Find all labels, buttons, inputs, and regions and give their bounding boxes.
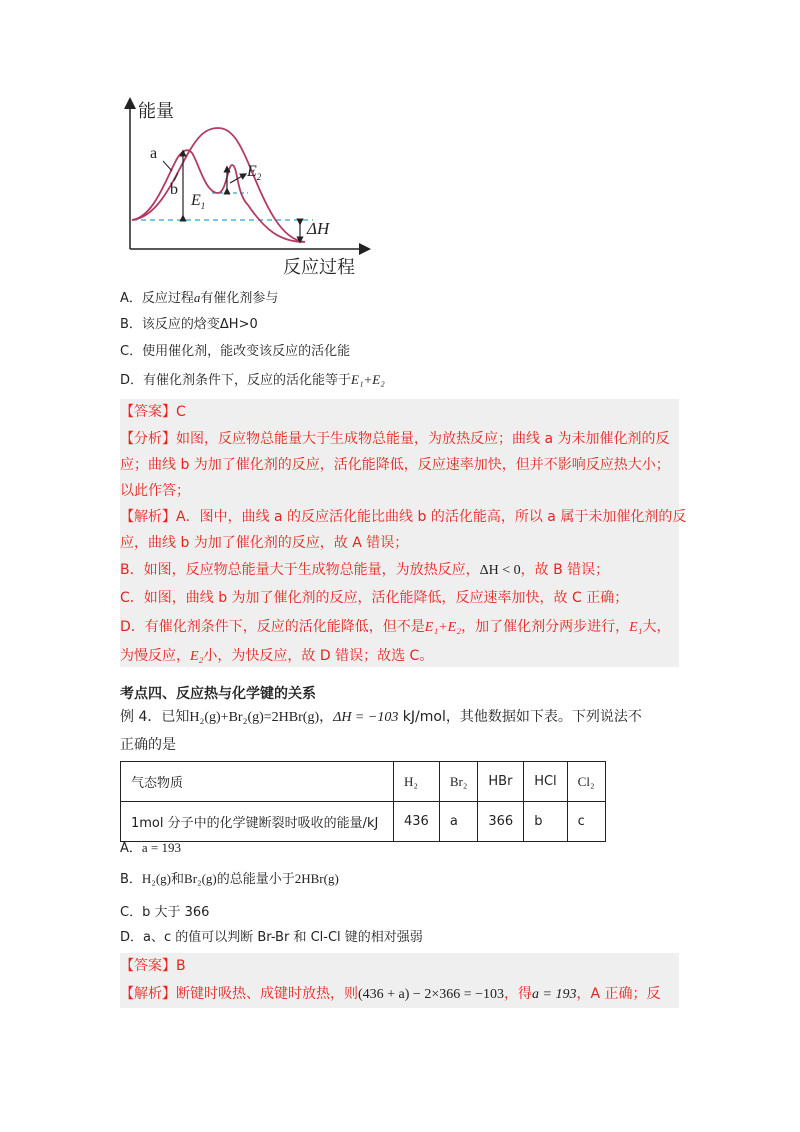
q4-option-d: D．a、c 的值可以判断 Br-Br 和 Cl-Cl 键的相对强弱: [120, 930, 423, 945]
analysis-line-1: 【分析】如图，反应物总能量大于生成物总能量，为放热反应；曲线 a 为未加催化剂的反: [120, 431, 670, 447]
dh-label: ΔH: [307, 219, 330, 238]
explain-line-1: 【解析】A．图中，曲线 a 的反应活化能比曲线 b 的活化能高，所以 a 属于未加催化剂的反: [120, 509, 687, 525]
table-cell: 气态物质: [121, 762, 394, 802]
answer4-line: 【答案】B: [120, 958, 186, 974]
y-axis-label: 能量: [138, 101, 174, 122]
option-d: D．有催化剂条件下，反应的活化能等于E₁+E₂: [120, 372, 385, 388]
curve-a: [132, 128, 305, 242]
answer4-explain: 【解析】断键时吸热、成键时放热，则(436 + a) − 2×366 = −103，得a = 193，A 正确；反: [120, 986, 661, 1002]
table-cell: HBr: [478, 762, 524, 802]
table-row: [121, 802, 606, 842]
explain-line-c: C．如图，曲线 b 为加了催化剂的反应，活化能降低，反应速率加快，故 C 正确；: [120, 590, 629, 606]
explain-line-d2: 为慢反应，E₂小，为快反应，故 D 错误；故选 C。: [120, 648, 434, 664]
answer-panel-3: [120, 399, 687, 667]
curve-a-pointer: [163, 161, 172, 171]
explain-line-d: D．有催化剂条件下，反应的活化能降低，但不是E₁+E₂，加了催化剂分两步进行，E₁大，: [120, 619, 671, 635]
answer-line: 【答案】C: [120, 404, 186, 420]
option-c: C．使用催化剂，能改变该反应的活化能: [120, 344, 351, 359]
energy-diagram: [120, 95, 380, 280]
x-axis-label: 反应过程: [283, 257, 355, 278]
example4-line1: 例 4．已知H₂(g)+Br₂(g)=2HBr(g)，ΔH = −103 kJ/mol，其他数据如下表。下列说法不: [120, 709, 642, 725]
explain-line-b: B．如图，反应物总能量大于生成物总能量，为放热反应，ΔH < 0，故 B 错误；: [120, 562, 610, 578]
table-header-row: [121, 762, 606, 802]
table-cell: H₂: [394, 762, 440, 802]
example4-line2: 正确的是: [120, 737, 176, 753]
explain-line-2: 应，曲线 b 为加了催化剂的反应，故 A 错误；: [120, 535, 409, 551]
table-cell: 1mol 分子中的化学键断裂时吸收的能量/kJ: [121, 802, 394, 842]
table-cell: c: [567, 802, 605, 842]
table-cell: HCl: [524, 762, 567, 802]
analysis-line-3: 以此作答；: [120, 483, 190, 499]
table-cell: Br₂: [439, 762, 478, 802]
table-cell: 436: [394, 802, 440, 842]
curve-b-label: b: [170, 181, 178, 198]
q4-option-c: C．b 大于 366: [120, 905, 210, 920]
e2-label: $E_2$: [247, 163, 262, 183]
answer-panel-4: [120, 953, 679, 1008]
curve-a-label: a: [150, 145, 158, 162]
curve-b: [132, 150, 305, 242]
table-cell: b: [524, 802, 567, 842]
table-cell: Cl₂: [567, 762, 605, 802]
table-cell: a: [439, 802, 478, 842]
option-b: B．该反应的焓变ΔH>0: [120, 317, 258, 332]
analysis-line-2: 应；曲线 b 为加了催化剂的反应，活化能降低，反应速率加快，但并不影响反应热大小；: [120, 457, 670, 473]
bond-energy-table: [120, 761, 606, 842]
table-cell: 366: [478, 802, 524, 842]
e1-label: $E_1$: [191, 192, 206, 212]
q4-option-b: B．H₂(g)和Br₂(g)的总能量小于2HBr(g): [120, 871, 339, 887]
section-title: 考点四、反应热与化学键的关系: [120, 686, 316, 702]
option-a: A．反应过程a有催化剂参与: [120, 290, 279, 306]
q4-option-a: A．a = 193: [120, 840, 182, 856]
